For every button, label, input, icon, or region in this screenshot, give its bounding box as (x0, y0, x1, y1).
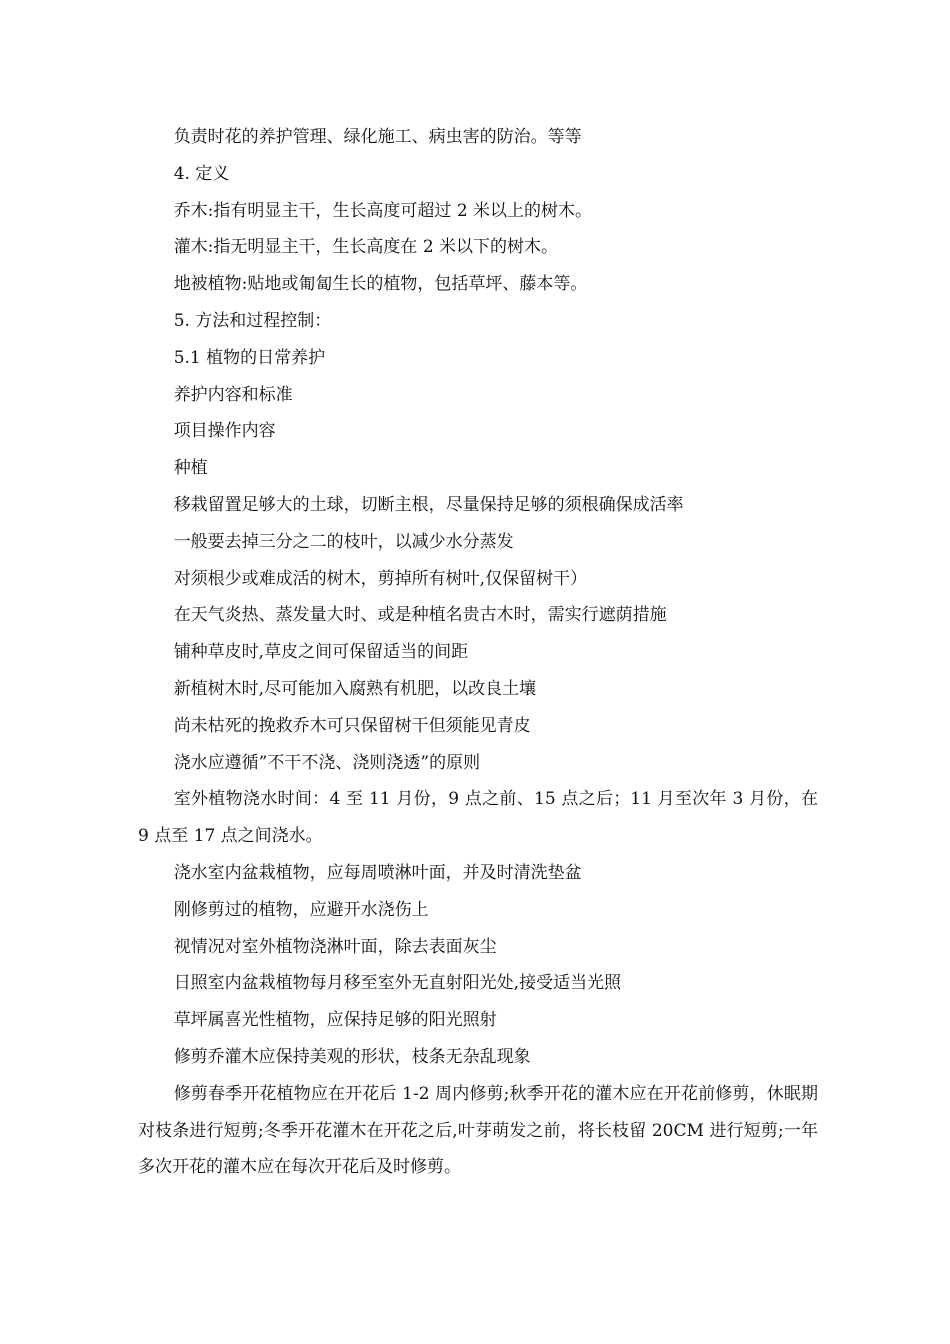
heading-definitions: 4. 定义 (173, 163, 230, 184)
paragraph-transplant: 移栽留置足够大的土球，切断主根，尽量保持足够的须根确保成活率 (173, 494, 684, 515)
paragraph-indoor-watering: 浇水室内盆栽植物，应每周喷淋叶面，并及时清洗垫盆 (173, 862, 582, 883)
paragraph-prune-leaves: 一般要去掉三分之二的枝叶，以减少水分蒸发 (173, 531, 514, 552)
paragraph-lawn-sunlight: 草坪属喜光性植物，应保持足够的阳光照射 (173, 1010, 497, 1031)
paragraph-tree-definition: 乔木:指有明显主干，生长高度可超过 2 米以上的树木。 (173, 200, 593, 221)
paragraph-after-pruning: 刚修剪过的植物，应避开水浇伤上 (173, 899, 429, 920)
paragraph-sunlight-indoor: 日照室内盆栽植物每月移至室外无直射阳光处,接受适当光照 (173, 973, 622, 994)
paragraph-rescue-trees: 尚未枯死的挽救乔木可只保留树干但须能见青皮 (173, 715, 531, 736)
paragraph-groundcover-definition: 地被植物:贴地或匍匐生长的植物，包括草坪、藤本等。 (173, 274, 588, 295)
paragraph-watering-principle: 浇水应遵循”不干不浇、浇则浇透”的原则 (173, 752, 481, 773)
heading-daily-maintenance: 5.1 植物的日常养护 (173, 347, 326, 368)
paragraph-few-roots: 对须根少或难成活的树木，剪掉所有树叶,仅保留树干） (173, 568, 588, 589)
paragraph-organic-fertilizer: 新植树木时,尽可能加入腐熟有机肥，以改良土壤 (173, 678, 537, 699)
paragraph-leaf-washing: 视情况对室外植物浇淋叶面，除去表面灰尘 (173, 936, 497, 957)
heading-methods: 5. 方法和过程控制： (173, 310, 332, 331)
paragraph-content-standard: 养护内容和标准 (173, 384, 293, 405)
paragraph-watering-time: 室外植物浇水时间：4 至 11 月份，9 点之前、15 点之后；11 月至次年 3 月份，在 9 点至 17 点之间浇水。 (138, 789, 818, 847)
paragraph-turf-laying: 铺种草皮时,草皮之间可保留适当的间距 (173, 642, 469, 663)
paragraph-pruning-seasons: 修剪春季开花植物应在开花后 1-2 周内修剪;秋季开花的灌木应在开花前修剪，休眠期对枝条进行短剪;冬季开花灌木在开花之后,叶芽萌发之前，将长枝留 20CM 进行短剪;一年多次开花的灌木应在每次开花后及时修剪。 (138, 1083, 818, 1178)
paragraph-shading: 在天气炎热、蒸发量大时、或是种植名贵古木时，需实行遮荫措施 (173, 605, 667, 626)
paragraph-pruning-shape: 修剪乔灌木应保持美观的形状，枝条无杂乱现象 (173, 1046, 531, 1067)
paragraph-item-operation: 项目操作内容 (173, 421, 276, 442)
document-body (138, 119, 818, 1186)
paragraph-shrub-definition: 灌木:指无明显主干，生长高度在 2 米以下的树木。 (173, 237, 559, 258)
paragraph-responsibility: 负责时花的养护管理、绿化施工、病虫害的防治。等等 (173, 127, 582, 147)
paragraph-planting: 种植 (173, 458, 208, 479)
